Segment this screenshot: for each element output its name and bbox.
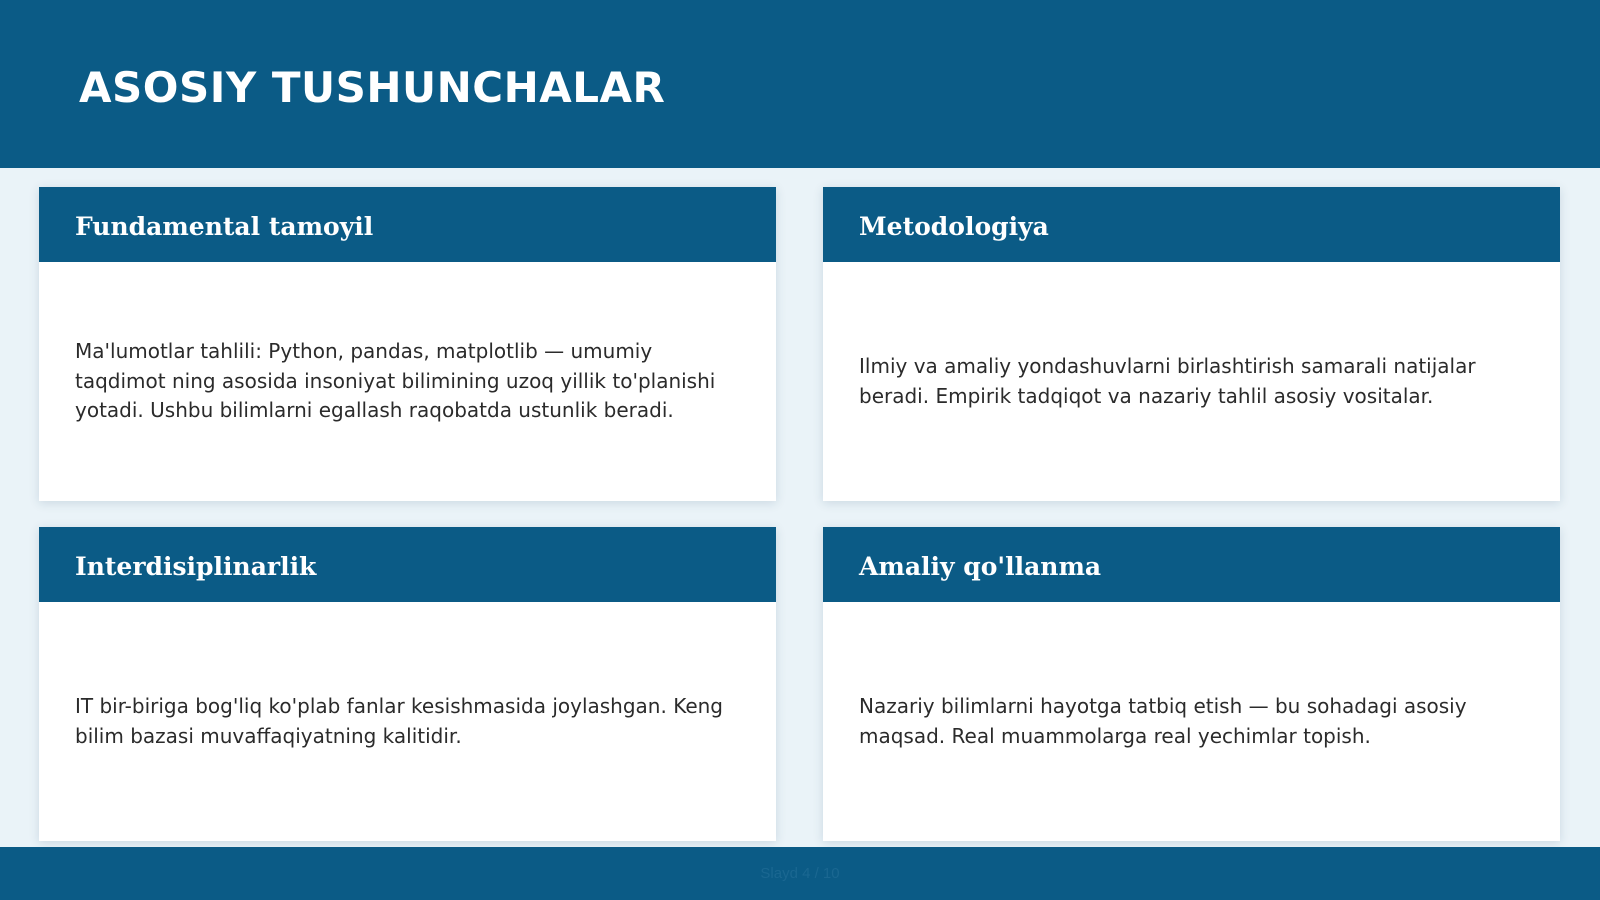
card-text: IT bir-biriga bog'liq ko'plab fanlar kesishmasida joylashgan. Keng bilim bazasi muvaffaqiyatning kalitidir. xyxy=(75,694,723,748)
card-text: Ma'lumotlar tahlili: Python, pandas, matplotlib — umumiy taqdimot ning asosida insoniyat bilimining uzoq yillik to'planishi yotadi. Ushbu bilimlarni egallash raqobatda ustunlik beradi. xyxy=(75,339,716,423)
card-body xyxy=(859,602,1524,841)
card-body xyxy=(75,262,740,501)
card-fundamental-principle xyxy=(39,187,776,501)
card-body xyxy=(75,602,740,841)
slide-footer xyxy=(0,847,1600,900)
card-text: Nazariy bilimlarni hayotga tatbiq etish — bu sohadagi asosiy maqsad. Real muammolarga real yechimlar topish. xyxy=(859,694,1467,748)
slide-header xyxy=(0,0,1600,168)
card-header xyxy=(39,527,776,602)
slide-title: ASOSIY TUSHUNCHALAR xyxy=(79,63,666,112)
card-text: Ilmiy va amaliy yondashuvlarni birlashtirish samarali natijalar beradi. Empirik tadqiqot va nazariy tahlil asosiy vositalar. xyxy=(859,354,1476,408)
card-title: Fundamental tamoyil xyxy=(75,212,374,241)
card-header xyxy=(823,527,1560,602)
card-header xyxy=(823,187,1560,262)
card-header xyxy=(39,187,776,262)
card-title: Amaliy qo'llanma xyxy=(859,552,1102,581)
card-title: Interdisiplinarlik xyxy=(75,552,317,581)
slide-number: Slayd 4 / 10 xyxy=(760,865,840,882)
card-practical-guide xyxy=(823,527,1560,841)
card-interdisciplinarity xyxy=(39,527,776,841)
card-title: Metodologiya xyxy=(859,212,1049,241)
card-body xyxy=(859,262,1524,501)
card-methodology xyxy=(823,187,1560,501)
